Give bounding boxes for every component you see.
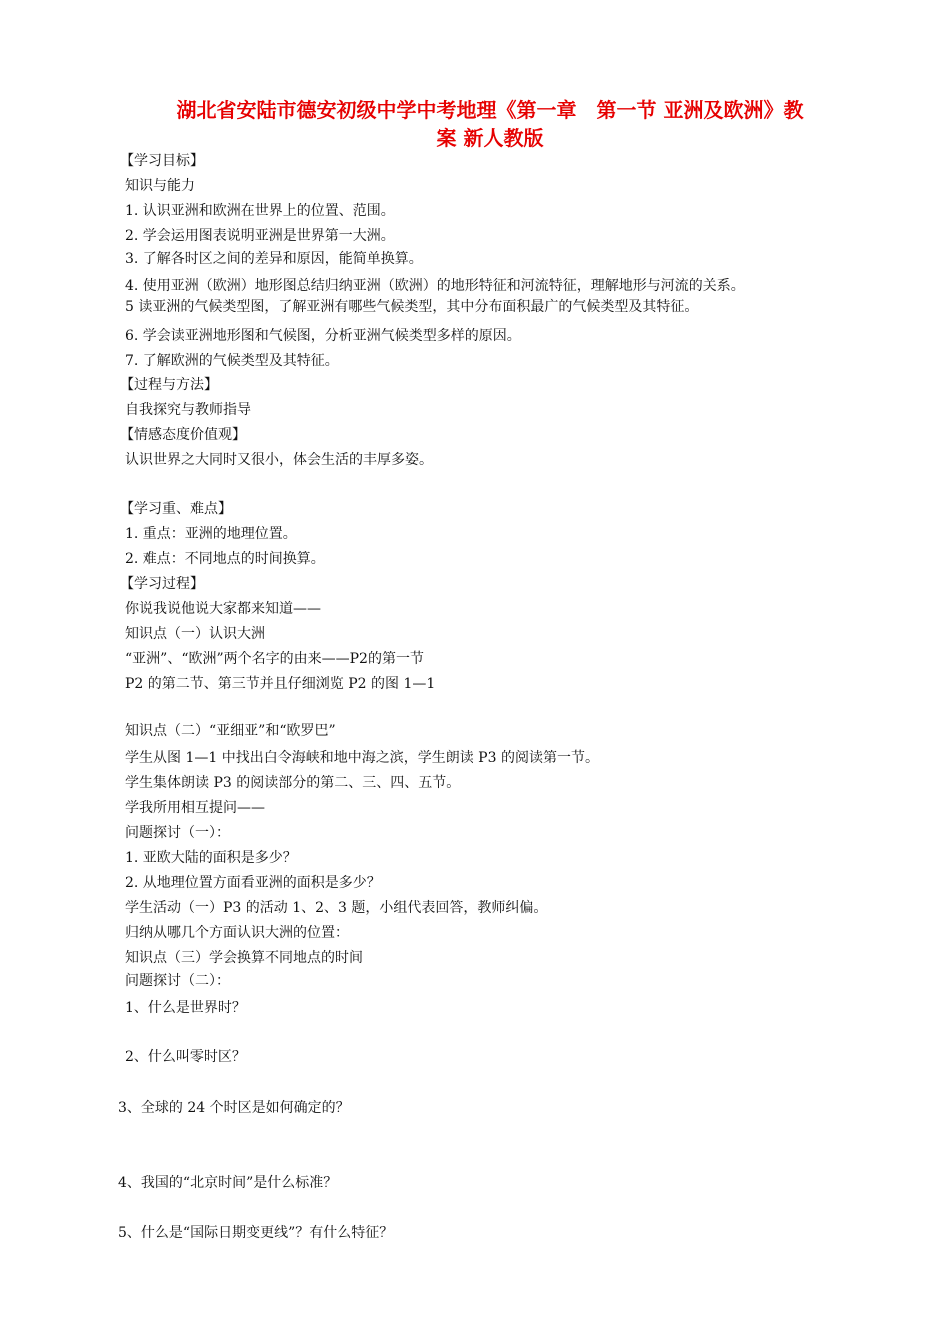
- objective-item-5: 5 读亚洲的气候类型图，了解亚洲有哪些气候类型，其中分布面积最广的气候类型及其特征。: [125, 299, 699, 315]
- process-line: 知识点（一）认识大洲: [125, 626, 265, 642]
- attitude-heading: 【情感态度价值观】: [120, 427, 246, 443]
- process-line: 问题探讨（二）：: [125, 973, 230, 989]
- question-item: 1、什么是世界时？: [125, 1000, 246, 1016]
- process-line: 问题探讨（一）：: [125, 825, 230, 841]
- process-line: 学生活动（一）P3 的活动 1、2、3 题，小组代表回答，教师纠偏。: [125, 900, 548, 916]
- objective-item-6: 6. 学会读亚洲地形图和气候图，分析亚洲气候类型多样的原因。: [125, 328, 521, 344]
- objective-item-1: 1. 认识亚洲和欧洲在世界上的位置、范围。: [125, 203, 395, 219]
- process-line: 2. 从地理位置方面看亚洲的面积是多少？: [125, 875, 381, 891]
- attitude-text: 认识世界之大同时又很小，体会生活的丰厚多姿。: [125, 452, 433, 468]
- key-point-1: 1. 重点：亚洲的地理位置。: [125, 526, 297, 542]
- objective-item-4: 4. 使用亚洲（欧洲）地形图总结归纳亚洲（欧洲）的地形特征和河流特征，理解地形与河流的关系。: [125, 278, 745, 294]
- question-item: 2、什么叫零时区？: [125, 1049, 246, 1065]
- process-line: P2 的第二节、第三节并且仔细浏览 P2 的图 1—1: [125, 676, 436, 692]
- process-line: 学生从图 1—1 中找出白令海峡和地中海之滨，学生朗读 P3 的阅读第一节。: [125, 750, 599, 766]
- process-line: 知识点（三）学会换算不同地点的时间: [125, 950, 363, 966]
- title-line-1: 湖北省安陆市德安初级中学中考地理《第一章 第一节 亚洲及欧洲》教: [176, 98, 804, 122]
- process-line: “亚洲”、“欧洲”两个名字的由来——P2的第一节: [125, 651, 424, 667]
- key-points-heading: 【学习重、难点】: [120, 501, 232, 517]
- objectives-subheading: 知识与能力: [125, 178, 195, 194]
- objective-item-7: 7. 了解欧洲的气候类型及其特征。: [125, 353, 339, 369]
- process-line: 学我所用相互提问——: [125, 800, 265, 816]
- process-method-heading: 【过程与方法】: [120, 377, 218, 393]
- process-line: 学生集体朗读 P3 的阅读部分的第二、三、四、五节。: [125, 775, 461, 791]
- question-item: 4、我国的“北京时间”是什么标准？: [118, 1175, 338, 1191]
- process-line: 知识点（二）“亚细亚”和“欧罗巴”: [125, 723, 336, 739]
- title-line-2: 案 新人教版: [436, 126, 544, 150]
- document-title: [120, 96, 860, 152]
- process-line: 你说我说他说大家都来知道——: [125, 601, 321, 617]
- process-line: 1. 亚欧大陆的面积是多少？: [125, 850, 297, 866]
- process-line: 归纳从哪几个方面认识大洲的位置：: [125, 925, 349, 941]
- objectives-heading: 【学习目标】: [120, 153, 204, 169]
- learning-process-heading: 【学习过程】: [120, 576, 204, 592]
- objective-item-2: 2. 学会运用图表说明亚洲是世界第一大洲。: [125, 228, 395, 244]
- question-item: 5、什么是“国际日期变更线”？有什么特征？: [118, 1225, 394, 1241]
- process-method-text: 自我探究与教师指导: [125, 402, 251, 418]
- objective-item-3: 3. 了解各时区之间的差异和原因，能简单换算。: [125, 251, 423, 267]
- key-point-2: 2. 难点：不同地点的时间换算。: [125, 551, 325, 567]
- question-item: 3、全球的 24 个时区是如何确定的？: [118, 1100, 350, 1116]
